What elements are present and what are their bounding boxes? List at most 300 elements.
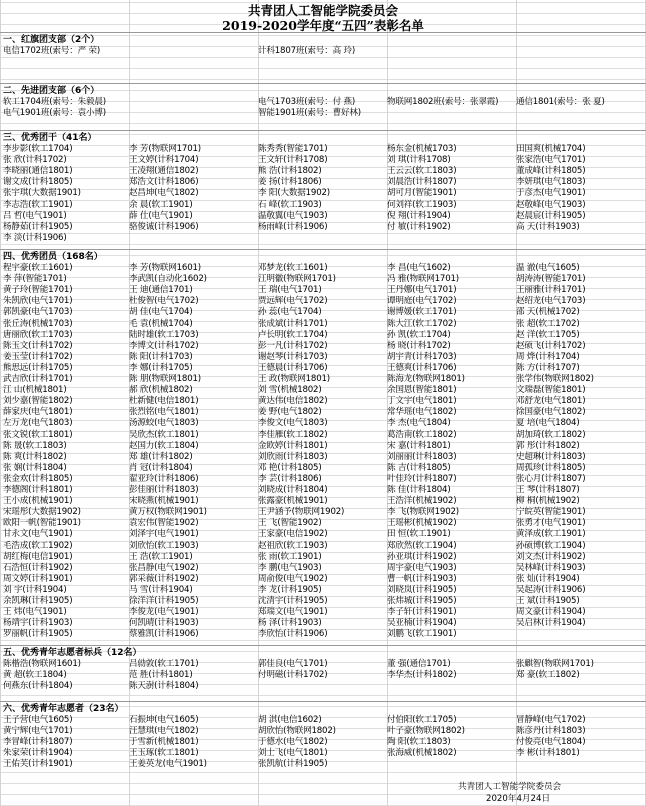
name-entry: 王家豪(电信1902) — [258, 529, 328, 540]
name-entry: 张宇琪(大数据1901) — [3, 188, 81, 199]
table-row — [3, 607, 643, 618]
name-entry: 孙硕博(软工1904) — [516, 540, 586, 551]
name-entry: 毛 袁(机械1704) — [129, 318, 193, 329]
name-entry: 余 晨(软工1901) — [129, 199, 193, 210]
name-entry: 周孤珍(计科1805) — [516, 462, 586, 473]
name-entry: 史超琳(计科1803) — [516, 451, 586, 462]
name-entry: 倪 翔(计科1904) — [387, 210, 451, 221]
name-entry: 吕勍敦(软工1701) — [129, 659, 199, 669]
name-entry: 陈彦丹(计科1803) — [516, 726, 586, 737]
name-entry: 王凌翔(通信1802) — [129, 166, 199, 177]
name-entry: 李佳雁(软工1802) — [258, 429, 328, 440]
name-entry: 李 芳(物联网1601) — [129, 263, 201, 273]
name-entry: 彭佳丽(计科1803) — [129, 485, 199, 495]
name-entry: 王 琴(计科1807) — [516, 485, 580, 495]
name-entry: 李武凯(自动化1602) — [129, 274, 207, 285]
name-entry: 董成峰(计科1805) — [516, 166, 586, 177]
name-entry: 黄泽成(软工1901) — [516, 529, 586, 540]
table-row — [3, 518, 643, 529]
name-entry: 孙 凯(软工1704) — [387, 329, 451, 340]
name-entry: 王丹娜(电气1701) — [387, 285, 457, 296]
name-entry: 薛 仕(电气1901) — [129, 210, 193, 221]
name-entry: 张丘涛(机械1703) — [3, 318, 73, 329]
name-entry: 陆时雄(软工1703) — [129, 329, 199, 340]
name-entry: 何燕东(计科1804) — [3, 681, 73, 692]
name-entry: 胡欣怡(物联网1802) — [258, 726, 336, 737]
name-entry: 吴林峰(计科1903) — [516, 562, 586, 573]
name-entry: 邓 艳(计科1805) — [258, 462, 322, 473]
name-entry: 宁皖英(智能1901) — [516, 507, 586, 518]
section-separator — [0, 701, 646, 702]
name-entry: 翟亚玲(计科1806) — [129, 473, 199, 484]
section-separator — [0, 130, 646, 131]
table-row — [3, 418, 643, 429]
name-entry: 李 飞(物联网1902) — [387, 507, 459, 518]
table-row — [3, 726, 643, 737]
name-entry: 宋晓燕(机械1901) — [129, 496, 199, 507]
name-entry: 石浩恒(计科1902) — [3, 562, 73, 573]
name-entry: 李志浩(软工1901) — [3, 199, 73, 210]
name-entry: 张 娴(计科1804) — [3, 462, 67, 473]
table-row — [3, 374, 643, 385]
section-separator — [0, 32, 646, 33]
name-entry: 夏 培(电气1804) — [516, 418, 580, 429]
table-row — [3, 618, 643, 629]
name-entry: 姜 野(电气1802) — [258, 407, 322, 418]
name-entry: 胡 淇(电信1602) — [258, 715, 322, 725]
name-entry: 李 昌(电气1602) — [387, 263, 451, 273]
table-row — [3, 144, 643, 155]
name-entry: 彭一凡(计科1702) — [258, 340, 328, 351]
name-entry: 赵 洋(软工1705) — [516, 329, 580, 340]
name-entry: 李欣怡(计科1906) — [258, 629, 328, 640]
section-heading: 四、优秀团员（168名） — [3, 252, 103, 262]
document-title: 共青团人工智能学院委员会 — [247, 3, 398, 18]
table-row — [3, 274, 643, 285]
name-entry: 黄万权(物联网1901) — [129, 507, 207, 518]
name-entry: 李 娜(计科1705) — [129, 362, 193, 373]
name-entry: 吴启林(计科1904) — [516, 618, 586, 629]
name-entry: 郭佳良(电气1701) — [258, 659, 328, 669]
section-heading: 五、优秀青年志愿者标兵（12名） — [3, 648, 142, 658]
name-entry: 宋 嘉(计科1801) — [387, 440, 451, 451]
name-entry: 李 淡(计科1906) — [3, 232, 67, 243]
name-entry: 刘泽宇(电气1901) — [129, 529, 199, 540]
name-entry: 杨雨峰(计科1906) — [258, 221, 328, 232]
name-entry: 张勇才(电气1901) — [516, 518, 586, 529]
name-entry: 于彦杰(电气1901) — [516, 188, 586, 199]
table-row — [3, 155, 643, 166]
table-row — [3, 737, 643, 748]
name-entry: 刘少嘉(智能1802) — [3, 396, 73, 407]
name-entry: 李 杰(电气1804) — [387, 418, 451, 429]
name-entry: 王 斌(计科1905) — [516, 596, 580, 606]
name-entry: 赵晨宸(计科1905) — [516, 210, 586, 221]
name-entry: 刘 琪(计科1708) — [387, 155, 451, 166]
name-entry: 王 迪(通信1701) — [129, 285, 193, 296]
name-entry: 郭采薇(计科1902) — [129, 573, 199, 584]
name-entry: 王 政(物联网1801) — [258, 374, 330, 384]
table-row — [3, 319, 643, 330]
name-entry: 黄达伟(电信1802) — [258, 396, 328, 407]
name-entry: 赵硕飞(计科1702) — [516, 340, 586, 351]
name-entry: 江 山(机械1801) — [3, 385, 67, 396]
name-entry: 徐洋洋(计科1905) — [129, 596, 199, 606]
name-entry: 杨东金(机械1703) — [387, 144, 457, 154]
name-entry: 唐丽欣(软工1703) — [3, 329, 73, 340]
name-entry: 张 超(软工1702) — [516, 318, 580, 329]
name-entry: 冯 雅(物联网1701) — [387, 274, 459, 285]
name-entry: 李 芳(物联网1701) — [129, 144, 201, 154]
table-row — [3, 263, 643, 274]
name-entry: 黄宁辉(电气1701) — [3, 726, 73, 737]
name-entry: 郑瑞文(电气1901) — [258, 607, 328, 618]
name-entry: 马 雪(计科1904) — [129, 584, 193, 595]
name-entry: 徐国豪(电气1802) — [516, 407, 586, 418]
table-row — [3, 759, 643, 770]
name-entry: 丁文宇(电气1801) — [387, 396, 457, 407]
name-entry: 邓梦龙(软工1601) — [258, 263, 328, 273]
name-entry: 贾远辉(电气1702) — [258, 296, 328, 307]
name-entry: 毛浩成(软工1902) — [3, 540, 73, 551]
name-entry: 汤源蛟(电气1803) — [129, 418, 199, 429]
name-entry: 柳 桐(机械1902) — [516, 496, 580, 507]
name-entry: 杨靖宇(计科1903) — [3, 618, 73, 629]
name-entry: 周文婷(计科1901) — [3, 573, 73, 584]
table-row — [3, 177, 643, 188]
name-entry: 王佑芙(计科1901) — [3, 759, 73, 770]
name-entry: 王尹涵予(物联网1902) — [258, 507, 345, 518]
name-entry: 朱家荣(计科1904) — [3, 748, 73, 759]
name-entry: 温敬翼(电气1903) — [258, 210, 328, 221]
name-entry: 左万龙(电气1803) — [3, 418, 73, 429]
name-entry: 刘欣雨(计科1803) — [258, 451, 328, 462]
name-entry: 吕 哲(电气1901) — [3, 210, 67, 221]
name-entry: 胡可月(智能1901) — [387, 188, 457, 199]
name-entry: 薛家庆(电气1801) — [3, 407, 73, 418]
name-entry: 谢博媛(软工1701) — [387, 307, 457, 318]
table-row — [3, 541, 643, 552]
name-entry: 武吉欣(计科1701) — [3, 374, 73, 384]
table-row — [3, 233, 643, 244]
table-row — [3, 474, 643, 485]
name-entry: 陈海龙(物联网1801) — [387, 374, 465, 384]
section-heading: 三、优秀团干（41名） — [3, 133, 97, 143]
table-row — [3, 330, 643, 341]
name-entry: 张昌静(电气1902) — [129, 562, 199, 573]
name-entry: 张 雨(软工1901) — [258, 551, 322, 562]
name-entry: 王文婷(计科1704) — [129, 155, 199, 166]
name-entry: 通信1801(索号：张 夏) — [516, 97, 605, 107]
name-entry: 王丽雅(计科1701) — [516, 285, 586, 296]
name-entry: 李德阁(计科1801) — [3, 485, 73, 495]
table-row — [3, 166, 643, 177]
name-entry: 石 峰(软工1903) — [258, 199, 322, 210]
name-entry: 张烈铭(电气1801) — [129, 407, 199, 418]
name-entry: 李 鹏(电气1903) — [258, 562, 322, 573]
document-subtitle: 2019-2020学年度“五四”表彰名单 — [222, 18, 424, 33]
section-heading: 二、先进团支部（6个） — [3, 86, 100, 96]
table-row — [3, 507, 643, 518]
name-entry: 陈天澍(计科1804) — [129, 681, 199, 692]
name-entry: 陈秀秀(智能1701) — [258, 144, 328, 154]
name-entry: 软工1704班(索号：朱毅晨) — [3, 97, 106, 107]
table-row — [3, 46, 643, 57]
table-row — [3, 97, 643, 108]
name-entry: 谭明庭(电气1702) — [387, 296, 457, 307]
name-entry: 陈 晟(软工1803) — [3, 440, 67, 451]
name-entry: 江明徽(物联网1701) — [258, 274, 336, 285]
section-separator — [0, 83, 646, 84]
name-entry: 李 阳(大数据1902) — [258, 188, 330, 199]
name-entry: 李俊龙(电气1901) — [129, 607, 199, 618]
name-entry: 李 彬(计科1801) — [516, 748, 580, 759]
name-entry: 吴欣杰(软工1801) — [129, 429, 199, 440]
name-entry: 李 龙(计科1905) — [258, 584, 322, 595]
name-entry: 王云云(软工1803) — [387, 166, 457, 177]
name-entry: 王瑶彬(机械1902) — [387, 518, 457, 529]
name-entry: 周 烨(计科1704) — [516, 351, 580, 362]
name-entry: 刘晨浩(计科1807) — [387, 177, 457, 188]
name-entry: 汪慧琪(电气1802) — [129, 726, 199, 737]
name-entry: 卢长明(软工1704) — [258, 329, 328, 340]
name-entry: 电气1901班(索号：袁小博) — [3, 108, 106, 119]
name-entry: 智能1901班(索号：曹好林) — [258, 108, 361, 119]
name-entry: 李妍琪(电气1803) — [516, 177, 586, 188]
name-entry: 李 萍(智能1701) — [3, 274, 67, 285]
table-row — [3, 341, 643, 352]
table-row — [3, 552, 643, 563]
name-entry: 陈 佳(计科1804) — [387, 485, 451, 495]
table-row — [3, 563, 643, 574]
name-entry: 刘士飞(电气1801) — [258, 748, 328, 759]
name-entry: 何刘祥(软工1903) — [387, 199, 457, 210]
table-row — [3, 452, 643, 463]
name-entry: 于雪新(机械1801) — [129, 737, 199, 748]
table-row — [3, 108, 643, 119]
name-entry: 袁宏伟(智能1902) — [129, 518, 199, 529]
table-row — [3, 441, 643, 452]
table-row — [3, 596, 643, 607]
name-entry: 胡宇青(计科1703) — [387, 351, 457, 362]
table-row — [3, 188, 643, 199]
name-entry: 刘 宇(计科1904) — [3, 584, 67, 595]
table-row — [3, 352, 643, 363]
table-row — [3, 222, 643, 233]
name-entry: 于德水(电气1802) — [258, 737, 328, 748]
name-entry: 张露豪(机械1901) — [258, 496, 328, 507]
name-entry: 孙亚琪(计科1902) — [387, 551, 457, 562]
name-entry: 常华瑶(电气1802) — [387, 407, 457, 418]
name-entry: 赵昌坤(电气1802) — [129, 188, 199, 199]
table-row — [3, 529, 643, 540]
name-entry: 付伯阳(软工1705) — [387, 715, 457, 725]
footer-date: 2020年4月24日 — [486, 794, 551, 804]
name-entry: 谢赵琴(计科1703) — [258, 351, 328, 362]
name-entry: 宋瑶彤(大数据1902) — [3, 507, 81, 518]
name-entry: 黄 超(软工1804) — [3, 670, 67, 681]
name-entry: 熊 浩(计科1802) — [258, 166, 322, 177]
name-entry: 张金欢(计科1805) — [3, 473, 73, 484]
name-entry: 郑欣然(软工1904) — [387, 540, 457, 551]
name-entry: 周文豪(计科1904) — [516, 607, 586, 618]
name-entry: 王文轩(计科1708) — [258, 155, 328, 166]
name-entry: 余国恩(智能1801) — [387, 385, 457, 396]
name-entry: 王浩洋(机械1902) — [387, 496, 457, 507]
name-entry: 物联网1802班(索号：张翠霞) — [387, 97, 499, 107]
name-entry: 张麒智(物联网1701) — [516, 659, 594, 669]
table-row — [3, 363, 643, 374]
table-row — [3, 200, 643, 211]
table-row — [3, 748, 643, 759]
name-entry: 骆俊诚(计科1906) — [129, 221, 199, 232]
name-entry: 姜玉莹(计科1702) — [3, 351, 73, 362]
name-entry: 欧阳一帆(智能1901) — [3, 518, 81, 529]
name-entry: 陈 方(计科1707) — [516, 362, 580, 373]
table-row — [3, 385, 643, 396]
name-entry: 王玉琢(软工1801) — [129, 748, 199, 759]
name-entry: 杨 泽(计科1903) — [258, 618, 322, 629]
name-entry: 郑 豪(软工1802) — [516, 670, 580, 681]
table-row — [3, 430, 643, 441]
name-entry: 周宇豪(电气1903) — [387, 562, 457, 573]
name-entry: 杨 晓(计科1702) — [387, 340, 451, 351]
name-entry: 胡 佳(电气1704) — [129, 307, 193, 318]
name-entry: 陈 朋(物联网1801) — [129, 374, 201, 384]
name-entry: 何凯晴(计科1903) — [129, 618, 199, 629]
name-entry: 甘永文(电气1901) — [3, 529, 73, 540]
name-entry: 胡加琦(软工1802) — [516, 429, 586, 440]
name-entry: 王德爽(计科1706) — [387, 362, 457, 373]
name-entry: 刘鹏飞(软工1901) — [387, 629, 457, 640]
name-entry: 李俊文(电气1803) — [258, 418, 328, 429]
name-entry: 刘晓成(计科1804) — [258, 485, 328, 495]
name-entry: 王 浩(软工1901) — [129, 551, 193, 562]
name-entry: 赵绍龙(电气1703) — [516, 296, 586, 307]
name-entry: 熊思远(计科1705) — [3, 362, 73, 373]
name-entry: 谢文成(计科1805) — [3, 177, 73, 188]
name-entry: 李博文(计科1702) — [129, 340, 199, 351]
name-entry: 吴起涛(计科1906) — [516, 584, 586, 595]
name-entry: 石振坤(电气1605) — [129, 715, 199, 725]
name-entry: 蔡雅凯(计科1906) — [129, 629, 199, 640]
name-entry: 金欧婷(计科1801) — [258, 440, 328, 451]
name-entry: 陈玉文(计科1702) — [3, 340, 73, 351]
name-entry: 范 胜(计科1801) — [129, 670, 193, 681]
table-row — [3, 285, 643, 296]
name-entry: 吴亚楠(计科1904) — [387, 618, 457, 629]
name-entry: 杜俊智(电气1702) — [129, 296, 199, 307]
name-entry: 计科1807班(索号：高 玲) — [258, 46, 356, 56]
name-entry: 葛浩南(软工1802) — [387, 429, 457, 440]
table-row — [3, 211, 643, 222]
table-row — [3, 659, 643, 670]
name-entry: 郝 欣(机械1802) — [129, 385, 193, 396]
name-entry: 张 欣(计科1702) — [3, 155, 67, 166]
name-entry: 郑浩文(计科1806) — [129, 177, 199, 188]
section-separator — [0, 645, 646, 646]
name-entry: 刘欣怡(软工1903) — [129, 540, 199, 551]
name-entry: 邵 天(机械1702) — [516, 307, 580, 318]
table-row — [3, 670, 643, 681]
name-entry: 李晓丽(通信1801) — [3, 166, 73, 177]
table-row — [3, 715, 643, 726]
name-entry: 陶 阳(软工1803) — [387, 737, 451, 748]
name-entry: 朱凯欣(电气1701) — [3, 296, 73, 307]
name-entry: 余凯琳(计科1905) — [3, 596, 73, 606]
name-entry: 胡涛涛(智能1701) — [516, 274, 586, 285]
name-entry: 陈 爽(计科1802) — [3, 451, 67, 462]
name-entry: 王小成(机械1901) — [3, 496, 73, 507]
table-row — [3, 407, 643, 418]
name-entry: 黄子玲(智能1701) — [3, 285, 73, 296]
name-entry: 刘丽丽(计科1803) — [387, 451, 457, 462]
name-entry: 李冒峰(计科1807) — [3, 737, 73, 748]
name-entry: 陈 阳(计科1703) — [129, 351, 193, 362]
table-row — [3, 485, 643, 496]
name-entry: 邓舒龙(电气1801) — [516, 396, 586, 407]
name-entry: 张 灿(计科1904) — [516, 573, 580, 584]
name-entry: 胡红梅(电信1901) — [3, 551, 73, 562]
name-entry: 郭 彤(计科1802) — [516, 440, 580, 451]
name-entry: 周俞俊(电气1902) — [258, 573, 328, 584]
name-entry: 李子轩(计科1901) — [387, 607, 457, 618]
name-entry: 陈 吉(计科1805) — [387, 462, 451, 473]
name-entry: 电信1702班(索号：严 荣) — [3, 46, 101, 56]
name-entry: 张家浩(电气1701) — [516, 155, 586, 166]
table-row — [3, 307, 643, 318]
name-entry: 程宇豪(软工1601) — [3, 263, 73, 273]
name-entry: 姜 扬(计科1806) — [258, 177, 322, 188]
table-row — [3, 681, 643, 692]
name-entry: 王子营(电气1605) — [3, 715, 73, 725]
name-entry: 郑 雄(计科1802) — [129, 451, 193, 462]
name-entry: 赵敬峰(电气1903) — [516, 199, 586, 210]
name-entry: 刘晓岚(计科1905) — [387, 584, 457, 595]
name-entry: 文瑞磊(智能1801) — [516, 385, 586, 396]
name-entry: 王 飞(智能1902) — [258, 518, 322, 529]
name-entry: 陈大江(软工1702) — [387, 318, 457, 329]
section-heading: 一、红旗团支部（2个） — [3, 35, 100, 45]
table-row — [3, 629, 643, 640]
name-entry: 王 瑞(电气1701) — [258, 285, 322, 296]
table-row — [3, 496, 643, 507]
name-entry: 王姜英龙(电气1901) — [129, 759, 207, 770]
name-entry: 叶佳玲(计科1807) — [387, 473, 457, 484]
name-entry: 张炜城(计科1905) — [387, 596, 457, 606]
name-entry: 叶子豪(物联网1802) — [387, 726, 465, 737]
name-entry: 王德晨(计科1706) — [258, 362, 328, 373]
name-entry: 刘 雪(机械1802) — [258, 385, 322, 396]
table-row — [3, 396, 643, 407]
name-entry: 张心月(计科1807) — [516, 473, 586, 484]
name-entry: 张文锐(软工1801) — [3, 429, 73, 440]
name-entry: 陈楷浩(物联网1601) — [3, 659, 81, 669]
name-entry: 郭凯豪(电气1703) — [3, 307, 73, 318]
name-entry: 曹一帆(计科1903) — [387, 573, 457, 584]
name-entry: 赵国力(软工1804) — [129, 440, 199, 451]
name-entry: 付 敏(计科1902) — [387, 221, 451, 232]
name-entry: 温 澈(电气1605) — [516, 263, 580, 273]
name-entry: 田 恒(软工1901) — [387, 529, 451, 540]
section-heading: 六、优秀青年志愿者（23名） — [3, 704, 124, 714]
name-entry: 赵祖欣(软工1903) — [258, 540, 328, 551]
footer-organization: 共青团人工智能学院委员会 — [458, 782, 562, 792]
name-entry: 杨静茹(计科1905) — [3, 221, 73, 232]
name-entry: 李华杰(计科1802) — [387, 670, 457, 681]
name-entry: 李步影(软工1704) — [3, 144, 73, 154]
name-entry: 付俊亮(电气1804) — [516, 737, 586, 748]
